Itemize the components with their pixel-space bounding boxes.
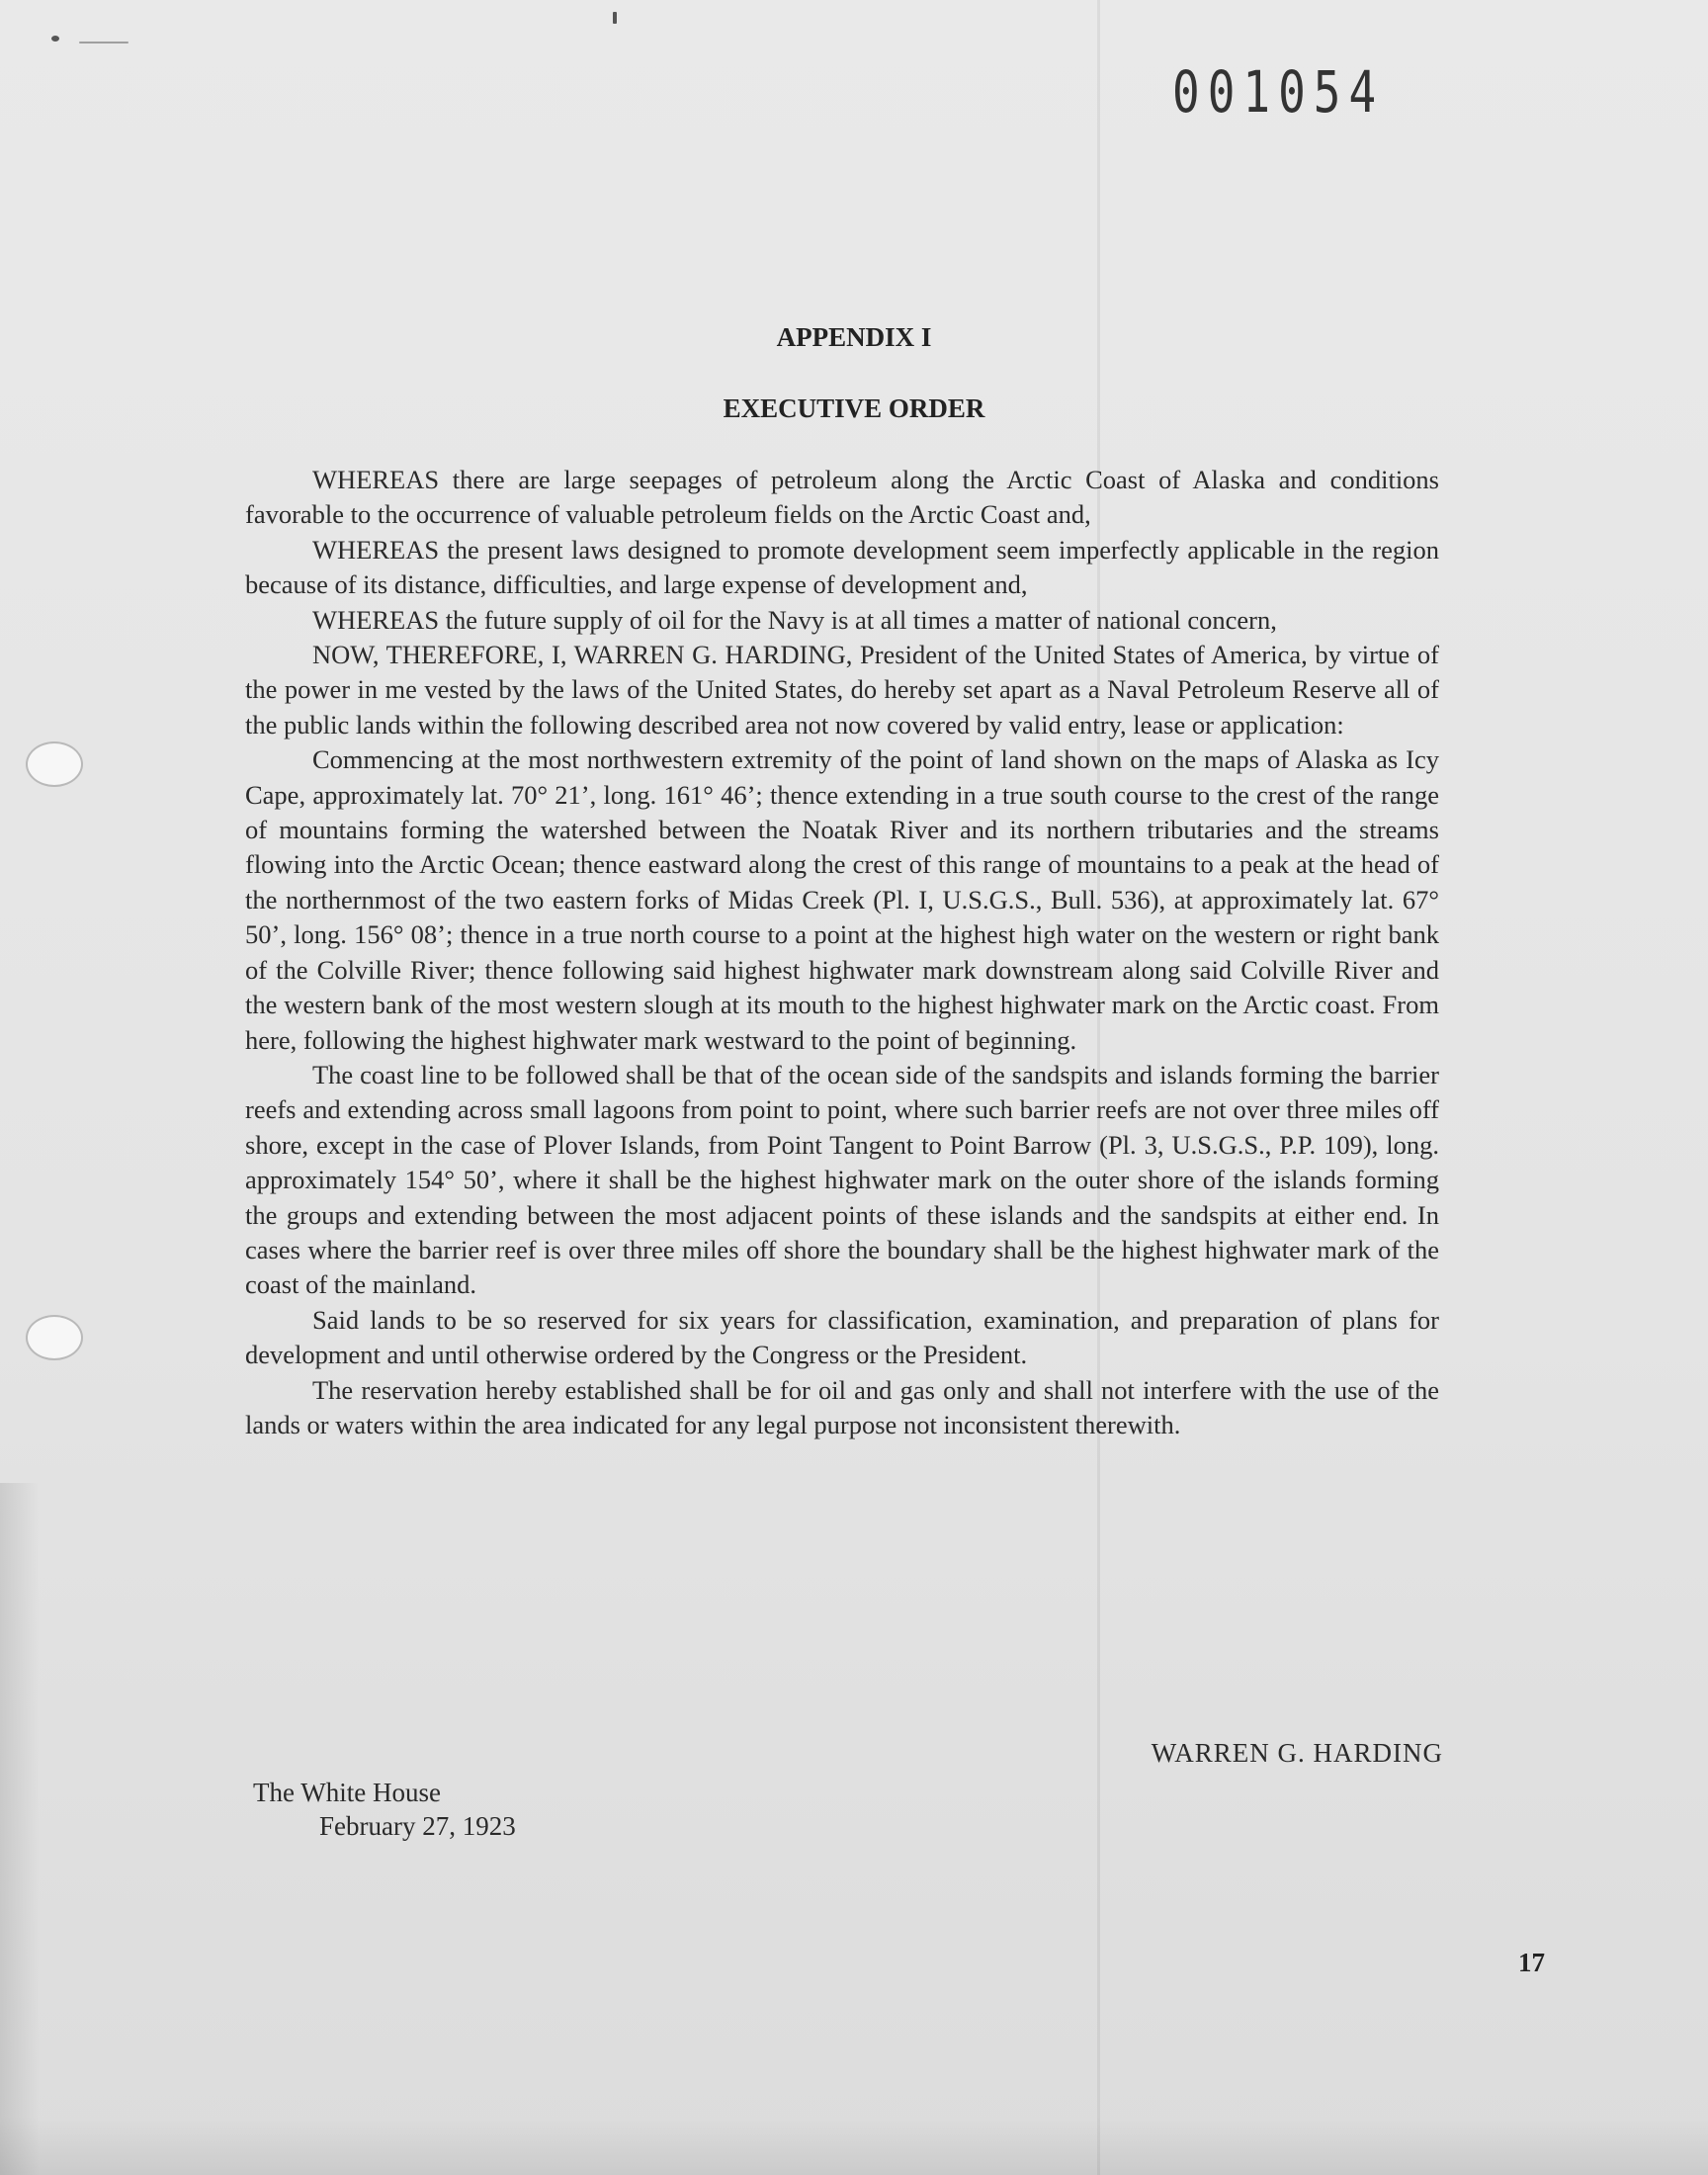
paragraph: WHEREAS the present laws designed to promote development seem imperfectly applicable in the region because of its distance, difficulties, and large expense of development and, <box>245 534 1439 600</box>
signing-place: The White House <box>253 1778 441 1807</box>
order-title: EXECUTIVE ORDER <box>723 393 985 423</box>
paragraph: WHEREAS there are large seepages of petroleum along the Arctic Coast of Alaska and conditions favorable to the occurrence of valuable petroleum fields on the Arctic Coast and, <box>245 465 1439 530</box>
paragraph: The reservation hereby established shall be for oil and gas only and shall not interfere with the use of the lands or waters within the area indicated for any legal purpose not inconsistent therewith. <box>245 1374 1439 1439</box>
punch-hole-lower <box>26 1315 83 1360</box>
document-stamp-number: 001054 <box>1172 58 1385 126</box>
scan-edge-shadow <box>0 1483 40 2175</box>
scan-speck <box>79 42 128 44</box>
scan-speck <box>51 36 59 42</box>
paragraph: NOW, THEREFORE, I, WARREN G. HARDING, President of the United States of America, by virtue of the power in me vested by the laws of the United States, do hereby set apart as a Naval Petroleum Reserve all of the public lands within the following described area not now covered by valid entry, lease or application: <box>245 640 1439 740</box>
paragraph: Said lands to be so reserved for six years for classification, examination, and preparation of plans for development and until otherwise ordered by the Congress or the President. <box>245 1304 1439 1370</box>
page-number: 17 <box>1518 1948 1545 1977</box>
appendix-title: APPENDIX I <box>776 322 932 352</box>
scan-bottom-shadow <box>0 2116 1708 2175</box>
order-body <box>245 463 1439 1442</box>
scan-speck <box>613 12 617 24</box>
paragraph: The coast line to be followed shall be that of the ocean side of the sandspits and islands forming the barrier reefs and extending across small lagoons from point to point, where such barrier reefs are not over three miles off shore, except in the case of Plover Islands, from Point Tangent to Point Barrow (Pl. 3, U.S.G.S., P.P. 109), long. approximately 154° 50’, where it shall be the highest highwater mark on the outer shore of the islands forming the groups and extending between the most adjacent points of these islands and the sandspits at either end. In cases where the barrier reef is over three miles off shore the boundary shall be the highest highwater mark of the coast of the mainland. <box>245 1059 1439 1300</box>
paragraph: Commencing at the most northwestern extremity of the point of land shown on the maps of Alaska as Icy Cape, approximately lat. 70° 21’, long. 161° 46’; thence extending in a true south course to the crest of the range of mountains forming the watershed between the Noatak River and its northern tributaries and the streams flowing into the Arctic Ocean; thence eastward along the crest of this range of mountains to a peak at the head of the northernmost of the two eastern forks of Midas Creek (Pl. I, U.S.G.S., Bull. 536), at approximately lat. 67° 50’, long. 156° 08’; thence in a true north course to a point at the highest high water on the western or right bank of the Colville River; thence following said highest highwater mark downstream along said Colville River and the western bank of the most western slough at its mouth to the highest highwater mark on the Arctic coast. From here, following the highest highwater mark westward to the point of beginning. <box>245 744 1439 1055</box>
paragraph: WHEREAS the future supply of oil for the Navy is at all times a matter of national concern, <box>312 604 1277 635</box>
signature: WARREN G. HARDING <box>1151 1738 1443 1768</box>
signing-date: February 27, 1923 <box>319 1811 516 1841</box>
punch-hole-upper <box>26 741 83 787</box>
